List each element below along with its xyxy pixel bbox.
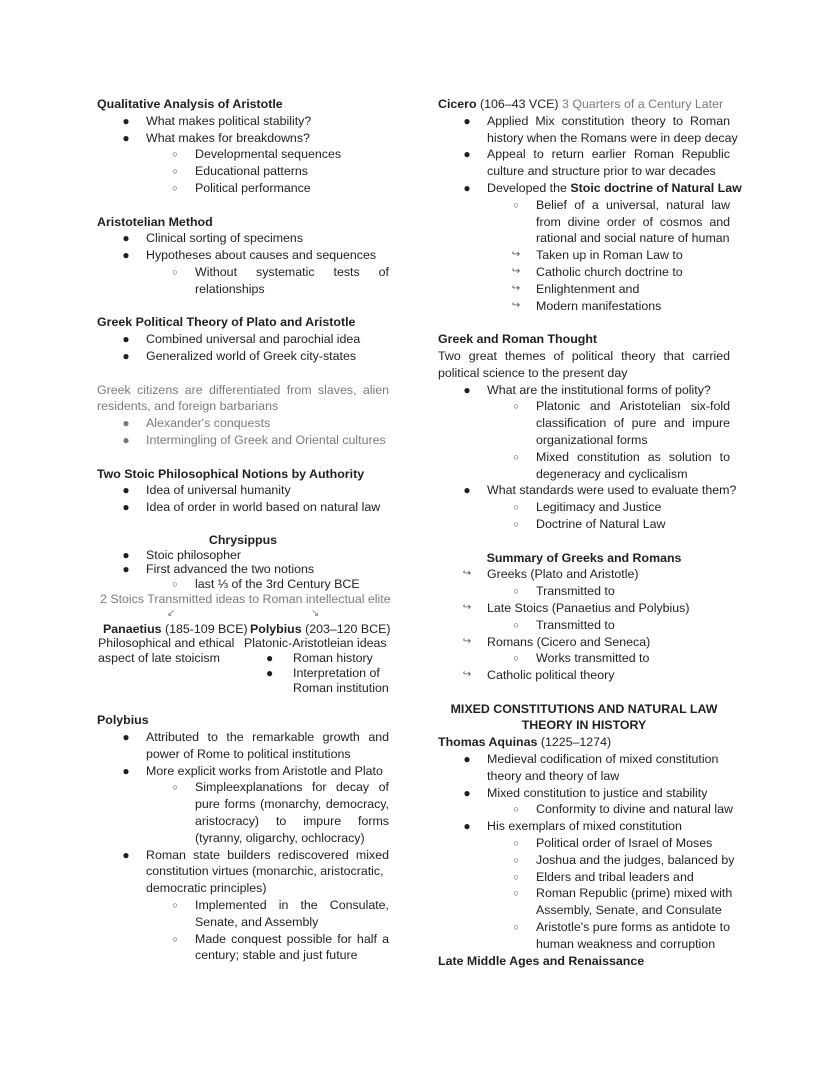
line-text: Conformity to divine and natural law [536, 802, 733, 817]
text-line [438, 348, 730, 365]
line-text [438, 734, 730, 751]
circle-bullet-icon: ○ [172, 182, 178, 193]
line-text: Taken up in Roman Law to [536, 248, 683, 263]
text-line [97, 281, 389, 298]
arrow-bullet-icon: ↪ [511, 249, 521, 261]
section-heading [438, 701, 730, 718]
circle-bullet-icon: ○ [172, 166, 178, 177]
circle-bullet-icon: ○ [513, 518, 519, 529]
list-item [97, 264, 389, 281]
circle-bullet-icon: ○ [513, 502, 519, 513]
list-item [438, 197, 730, 214]
line-text: Aristotle's pure forms as antidote to [536, 920, 730, 935]
line-text: Made conquest possible for half a [195, 931, 389, 946]
list-item [97, 348, 389, 365]
list-item [438, 785, 730, 802]
chrysippus-block [97, 533, 389, 696]
section [97, 314, 389, 364]
arrow-bullet-icon: ↪ [511, 265, 521, 277]
panaetius-column [98, 622, 248, 666]
line-text: Intermingling of Greek and Oriental cultures [146, 432, 386, 447]
line-text: Polybius [97, 713, 149, 728]
circle-bullet-icon: ○ [513, 451, 519, 462]
arrow-down-left-icon: ↙ [167, 607, 176, 619]
list-item [438, 264, 730, 281]
line-text: Two Stoic Philosophical Notions by Authority [97, 466, 365, 481]
text-segment: Thomas Aquinas [438, 735, 538, 750]
text-segment: Stoic doctrine of Natural Law [570, 180, 742, 195]
list-item: Roman institution [293, 680, 389, 695]
line-text: Roman state builders rediscovered mixed [146, 847, 389, 862]
line-text: Doctrine of Natural Law [536, 516, 666, 531]
list-item [438, 382, 730, 399]
line-text: Legitimacy and Justice [536, 500, 662, 515]
circle-bullet-icon: ○ [513, 401, 519, 412]
text-line [438, 214, 730, 231]
section-heading [97, 712, 389, 729]
list-item [97, 415, 389, 432]
text-line [438, 365, 730, 382]
list-item [97, 146, 389, 163]
line-text: political science to the present day [438, 365, 628, 380]
list-item [438, 449, 730, 466]
text-line [97, 746, 389, 763]
arrow-bullet-icon: ↪ [511, 299, 521, 311]
line-text: degeneracy and cyclicalism [536, 466, 688, 481]
list-item: Roman history [293, 651, 373, 666]
list-item: Stoic philosopher [146, 547, 242, 562]
text-segment: (106–43 VCE) [476, 97, 562, 111]
polybius-column [244, 622, 394, 696]
text-line [438, 130, 738, 147]
bullet-icon: ● [463, 382, 471, 397]
right-column [438, 96, 742, 986]
section-heading [97, 214, 389, 231]
circle-bullet-icon: ○ [513, 838, 519, 849]
line-text: classification of pure and impure [536, 416, 730, 431]
bullet-icon: ● [463, 483, 471, 498]
text-line [438, 734, 730, 751]
list-item [97, 779, 389, 796]
bullet-icon: ● [122, 562, 130, 577]
bullet-icon: ● [463, 752, 471, 767]
section-heading [438, 953, 730, 970]
line-text: rational and social nature of human [536, 231, 730, 246]
list-item [438, 113, 730, 130]
list-item [438, 852, 735, 869]
left-sections-bottom [97, 712, 389, 964]
circle-bullet-icon: ○ [513, 888, 519, 899]
text-line [97, 880, 389, 897]
list-item [438, 566, 730, 583]
list-item [97, 482, 389, 499]
line-text: Mixed constitution as solution to [536, 449, 730, 464]
list-item: First advanced the two notions [146, 562, 315, 577]
line-text: What makes for breakdowns? [146, 130, 310, 145]
list-item [438, 885, 733, 902]
line-text: relationships [195, 281, 265, 296]
bullet-icon: ● [122, 730, 130, 745]
text-line [97, 947, 389, 964]
line-text: history when the Romans were in deep decay [487, 130, 738, 145]
panaetius-text: aspect of late stoicism [98, 651, 220, 666]
text-line [97, 382, 389, 399]
section [97, 96, 389, 197]
line-text: from divine order of cosmos and [536, 214, 730, 229]
panaetius-name: Panaetius [103, 621, 162, 636]
line-text: Hypotheses about causes and sequences [146, 248, 377, 263]
text-line [97, 830, 389, 847]
line-text: theory and theory of law [487, 768, 620, 783]
line-text: Elders and tribal leaders and [536, 869, 694, 884]
line-text: Romans (Cicero and Seneca) [487, 634, 651, 649]
text-line [438, 936, 730, 953]
line-text: Alexander's conquests [146, 416, 271, 431]
left-sections-top [97, 96, 389, 516]
circle-bullet-icon: ○ [172, 782, 178, 793]
line-text: MIXED CONSTITUTIONS AND NATURAL LAW [450, 701, 718, 716]
bullet-icon: ● [122, 332, 130, 347]
circle-bullet-icon: ○ [513, 871, 519, 882]
list-item [438, 180, 742, 197]
bullet-icon: ● [266, 665, 274, 680]
line-text: Idea of universal humanity [146, 483, 291, 498]
list-item [97, 847, 389, 864]
section [97, 214, 389, 298]
arrow-bullet-icon: ↪ [511, 282, 521, 294]
line-text: power of Rome to political institutions [146, 746, 351, 761]
line-text: (tyranny, oligarchy, ochlocracy) [195, 830, 365, 845]
list-item [438, 600, 730, 617]
line-text: Aristotelian Method [97, 214, 213, 229]
line-text: century; stable and just future [195, 948, 358, 963]
line-text: Late Middle Ages and Renaissance [438, 953, 645, 968]
line-text: Enlightenment and [536, 281, 640, 296]
line-text: More explicit works from Aristotle and Plato [146, 763, 383, 778]
bullet-icon: ● [122, 547, 130, 562]
list-item [438, 482, 737, 499]
left-column [97, 96, 389, 981]
list-item [438, 751, 730, 768]
list-item [97, 113, 389, 130]
list-item [438, 146, 730, 163]
section [438, 96, 742, 314]
list-item [438, 247, 730, 264]
line-text: Platonic and Aristotelian six-fold [536, 399, 730, 414]
bullet-icon: ● [122, 763, 130, 778]
arrow-bullet-icon: ↪ [462, 601, 472, 613]
line-text: pure forms (monarchy, democracy, [195, 797, 389, 812]
bullet-icon: ● [122, 130, 130, 145]
list-item [438, 499, 730, 516]
text-line [438, 96, 730, 113]
section-heading [438, 550, 730, 567]
line-text: democratic principles) [146, 881, 267, 896]
text-line [438, 466, 730, 483]
text-line [97, 813, 389, 830]
section-heading [438, 331, 730, 348]
section [438, 331, 737, 533]
list-item [438, 398, 730, 415]
line-text: What are the institutional forms of polity? [487, 382, 711, 397]
list-item [97, 163, 389, 180]
bullet-icon: ● [122, 348, 130, 363]
panaetius-dates: (185-109 BCE) [161, 621, 248, 636]
section-heading [438, 717, 730, 734]
chrysippus-list [97, 533, 389, 622]
line-text: Without systematic tests of [195, 264, 389, 279]
section [438, 550, 730, 684]
line-text: Simpleexplanations for decay of [195, 780, 389, 795]
bullet-icon: ● [122, 500, 130, 515]
bullet-icon: ● [122, 432, 130, 447]
section [97, 712, 389, 964]
text-line [438, 415, 730, 432]
circle-bullet-icon: ○ [172, 579, 178, 590]
line-text: residents, and foreign barbarians [97, 399, 279, 414]
section [97, 466, 389, 516]
line-text: Medieval codification of mixed constitution [487, 752, 719, 767]
circle-bullet-icon: ○ [513, 199, 519, 210]
list-item [97, 499, 389, 516]
bullet-icon: ● [122, 248, 130, 263]
list-item [97, 432, 389, 449]
line-text: Greek and Roman Thought [438, 332, 598, 347]
line-text [438, 96, 730, 113]
line-text: Greek citizens are differentiated from slaves, alien [97, 382, 389, 397]
panaetius-text: Philosophical and ethical [98, 636, 235, 651]
line-text: What standards were used to evaluate them? [487, 483, 737, 498]
list-item [438, 801, 733, 818]
line-text: THEORY IN HISTORY [521, 718, 647, 733]
text-line [438, 432, 730, 449]
text-line [97, 796, 389, 813]
line-text: Educational patterns [195, 164, 308, 179]
circle-bullet-icon: ○ [172, 933, 178, 944]
line-text: human weakness and corruption [536, 936, 716, 951]
line-text: Mixed constitution to justice and stability [487, 785, 708, 800]
arrow-down-right-icon: ↘ [311, 607, 320, 619]
bullet-icon: ● [122, 483, 130, 498]
section-heading [97, 466, 389, 483]
text-line [97, 863, 389, 880]
line-text: Political performance [195, 180, 311, 195]
bullet-icon: ● [463, 147, 471, 162]
list-item [438, 818, 730, 835]
list-item: last ⅓ of the 3rd Century BCE [195, 577, 360, 592]
list-item [97, 247, 389, 264]
line-text: Appeal to return earlier Roman Republic [487, 147, 730, 162]
line-text: aristocracy) to impure forms [195, 814, 389, 829]
list-item [438, 667, 730, 684]
circle-bullet-icon: ○ [513, 854, 519, 865]
circle-bullet-icon: ○ [172, 266, 178, 277]
list-item [438, 835, 730, 852]
line-text: Senate, and Assembly [195, 914, 319, 929]
line-text: Late Stoics (Panaetius and Polybius) [487, 600, 690, 615]
text-segment: (1225–1274) [537, 735, 612, 750]
list-item [97, 763, 389, 780]
line-text: Transmitted to [536, 584, 615, 599]
polybius-dates: (203–120 BCE) [301, 621, 391, 636]
line-text: Greeks (Plato and Aristotle) [487, 567, 639, 582]
line-text: Applied Mix constitution theory to Roman [487, 113, 730, 128]
arrow-bullet-icon: ↪ [462, 635, 472, 647]
bullet-icon: ● [463, 785, 471, 800]
circle-bullet-icon: ○ [172, 900, 178, 911]
bullet-icon: ● [463, 819, 471, 834]
arrow-bullet-icon: ↪ [462, 669, 472, 681]
line-text: Roman Republic (prime) mixed with [536, 886, 733, 901]
line-text: Two great themes of political theory that carried [438, 348, 730, 363]
line-text: Clinical sorting of specimens [146, 231, 304, 246]
line-text: Catholic political theory [487, 668, 615, 683]
transmit-note: 2 Stoics Transmitted ideas to Roman intellectual elite [100, 591, 391, 606]
list-item [438, 516, 730, 533]
line-text: Assembly, Senate, and Consulate [536, 903, 722, 918]
bullet-icon: ● [266, 651, 274, 666]
list-item [438, 583, 730, 600]
text-line [438, 902, 730, 919]
text-segment: Developed the [487, 180, 571, 195]
text-line [97, 398, 389, 415]
text-segment: Cicero [438, 97, 477, 111]
list-item [438, 617, 730, 634]
text-line [97, 914, 389, 931]
stoics-columns [97, 622, 389, 696]
line-text: constitution virtues (monarchic, aristocratic, [146, 864, 384, 879]
list-item [438, 634, 730, 651]
polybius-name: Polybius [250, 621, 302, 636]
line-text: Summary of Greeks and Romans [486, 550, 682, 565]
bullet-icon: ● [463, 113, 471, 128]
line-text: Implemented in the Consulate, [195, 898, 389, 913]
line-text: culture and structure prior to war decades [487, 164, 716, 179]
line-text: Generalized world of Greek city-states [146, 348, 357, 363]
section [438, 701, 735, 970]
circle-bullet-icon: ○ [513, 804, 519, 815]
line-text: Modern manifestations [536, 298, 662, 313]
list-item [438, 919, 730, 936]
line-text: Joshua and the judges, balanced by [536, 852, 735, 867]
bullet-icon: ● [122, 113, 130, 128]
bullet-icon: ● [122, 231, 130, 246]
polybius-text: Platonic-Aristotleian ideas [244, 636, 387, 651]
list-item [438, 298, 730, 315]
section-heading [97, 96, 389, 113]
line-text: Idea of order in world based on natural law [146, 500, 381, 515]
list-item: Interpretation of [293, 665, 380, 680]
text-line [438, 768, 730, 785]
text-line [438, 230, 730, 247]
line-text [487, 180, 742, 197]
circle-bullet-icon: ○ [513, 922, 519, 933]
line-text: Catholic church doctrine to [536, 264, 683, 279]
bullet-icon: ● [122, 416, 130, 431]
list-item [97, 130, 389, 147]
bullet-icon: ● [463, 180, 471, 195]
list-item [438, 650, 730, 667]
line-text: Works transmitted to [536, 651, 650, 666]
line-text: Greek Political Theory of Plato and Aristotle [97, 315, 356, 330]
line-text: Developmental sequences [195, 147, 342, 162]
text-line [438, 163, 730, 180]
list-item [97, 729, 389, 746]
section-heading [97, 314, 389, 331]
line-text: Combined universal and parochial idea [146, 332, 361, 347]
line-text: Attributed to the remarkable growth and [146, 730, 389, 745]
line-text: Political order of Israel of Moses [536, 836, 713, 851]
list-item [97, 331, 389, 348]
arrow-bullet-icon: ↪ [462, 568, 472, 580]
list-item [97, 180, 389, 197]
list-item [97, 230, 389, 247]
circle-bullet-icon: ○ [513, 653, 519, 664]
circle-bullet-icon: ○ [172, 149, 178, 160]
line-text: Transmitted to [536, 617, 615, 632]
chrysippus-heading: Chrysippus [208, 532, 278, 547]
bullet-icon: ● [122, 847, 130, 862]
circle-bullet-icon: ○ [513, 586, 519, 597]
line-text: Belief of a universal, natural law [536, 197, 730, 212]
line-text: His exemplars of mixed constitution [487, 819, 682, 834]
right-sections [438, 96, 742, 969]
list-item [97, 897, 389, 914]
list-item [438, 869, 730, 886]
list-item [97, 931, 389, 948]
section [97, 382, 389, 449]
text-segment: 3 Quarters of a Century Later [561, 97, 724, 111]
line-text: organizational forms [536, 432, 648, 447]
circle-bullet-icon: ○ [513, 619, 519, 630]
line-text: What makes political stability? [146, 113, 312, 128]
line-text: Qualitative Analysis of Aristotle [97, 97, 283, 111]
list-item [438, 281, 730, 298]
